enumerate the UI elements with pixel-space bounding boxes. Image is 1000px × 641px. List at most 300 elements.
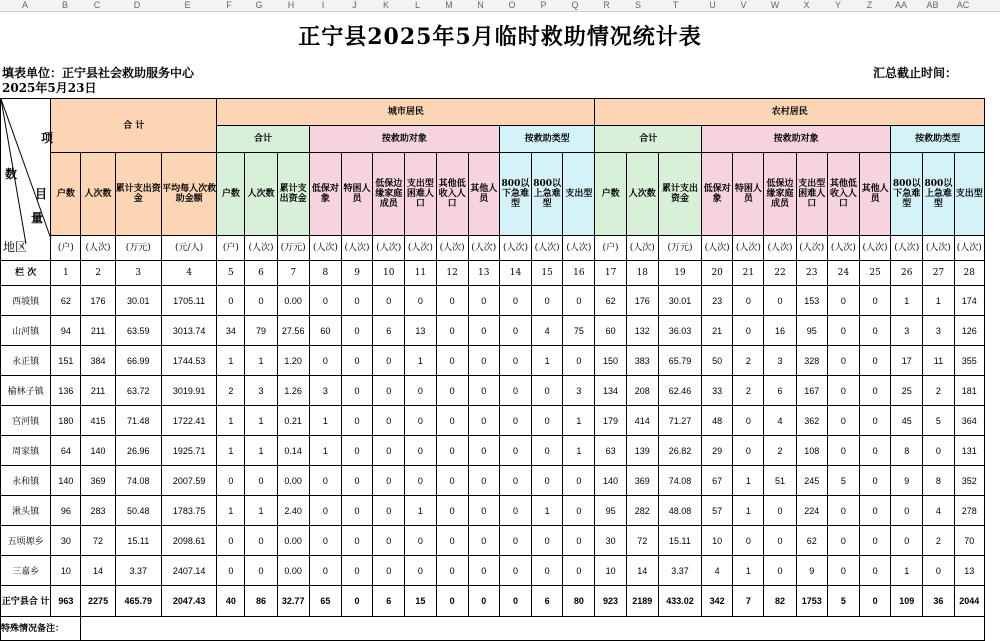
data-cell: 2 [923, 526, 954, 556]
total-cell: 465.79 [115, 586, 161, 617]
data-cell: 355 [954, 346, 984, 376]
report-date: 2025年5月23日 [2, 81, 97, 95]
data-cell: 0 [309, 556, 341, 586]
column-letter[interactable]: C [93, 0, 101, 10]
column-number: 24 [827, 261, 859, 286]
data-cell: 34 [217, 316, 245, 346]
data-cell: 0 [341, 526, 372, 556]
col-header: 低保对象 [702, 153, 733, 236]
page-title: 正宁县2025年5月临时救助情况统计表 [298, 24, 702, 50]
data-cell: 352 [954, 466, 984, 496]
unit-cell: (人次) [923, 236, 954, 261]
col-header: 人次数 [626, 153, 658, 236]
column-number: 22 [764, 261, 796, 286]
remark-label: 特殊情况备注： [1, 617, 81, 641]
total-cell: 2189 [626, 586, 658, 617]
data-cell: 0 [563, 526, 595, 556]
data-cell: 1 [245, 496, 277, 526]
town-name: 五顷塬乡 [1, 526, 51, 556]
column-letter[interactable]: D [133, 0, 141, 10]
column-letter[interactable]: G [255, 0, 263, 10]
urban-by-target-header: 按救助对象 [309, 126, 499, 153]
data-cell: 0 [764, 496, 796, 526]
unit-cell: (户) [51, 236, 81, 261]
town-name: 周家镇 [1, 436, 51, 466]
data-cell: 140 [51, 466, 81, 496]
column-letter[interactable]: Z [866, 0, 873, 10]
column-number: 12 [436, 261, 468, 286]
data-cell: 0 [341, 346, 372, 376]
total-cell: 109 [891, 586, 923, 617]
column-letter[interactable]: K [382, 0, 389, 10]
data-cell: 0 [341, 316, 372, 346]
data-cell: 79 [245, 316, 277, 346]
data-cell: 108 [796, 436, 827, 466]
total-cell: 342 [702, 586, 733, 617]
data-cell: 0 [405, 406, 436, 436]
data-cell: 0 [532, 526, 563, 556]
col-header: 800以上急难型 [923, 153, 954, 236]
data-cell: 48 [702, 406, 733, 436]
remark-row [1, 617, 985, 641]
data-cell: 0 [764, 286, 796, 316]
data-cell: 0 [405, 376, 436, 406]
town-name: 榆林子镇 [1, 376, 51, 406]
data-cell: 1 [532, 496, 563, 526]
data-cell: 15.11 [658, 526, 701, 556]
column-letter[interactable]: T [672, 0, 679, 10]
data-cell: 0 [827, 526, 859, 556]
column-letter[interactable]: M [445, 0, 453, 10]
total-cell: 0 [859, 586, 890, 617]
data-cell: 36.03 [658, 316, 701, 346]
column-letter[interactable]: F [226, 0, 232, 10]
data-cell: 16 [764, 316, 796, 346]
table-row [1, 406, 985, 436]
data-cell: 1 [405, 346, 436, 376]
column-number: 17 [595, 261, 626, 286]
data-cell: 3 [563, 376, 595, 406]
data-cell: 415 [81, 406, 115, 436]
data-cell: 0 [341, 466, 372, 496]
data-cell: 0 [341, 496, 372, 526]
column-number: 26 [891, 261, 923, 286]
data-cell: 1 [405, 496, 436, 526]
data-cell: 0 [532, 466, 563, 496]
data-cell: 0 [309, 346, 341, 376]
total-cell: 0 [468, 586, 499, 617]
data-cell: 0 [436, 466, 468, 496]
table-row [1, 436, 985, 466]
column-letter[interactable]: N [477, 0, 484, 10]
table-row [1, 496, 985, 526]
data-cell: 15.11 [115, 526, 161, 556]
data-cell: 0 [373, 376, 405, 406]
data-cell: 13 [954, 556, 984, 586]
rural-by-target-header: 按救助对象 [702, 126, 891, 153]
data-cell: 0.00 [277, 556, 309, 586]
data-cell: 0 [563, 286, 595, 316]
town-name: 西坡镇 [1, 286, 51, 316]
column-number: 10 [373, 261, 405, 286]
data-cell: 30.01 [115, 286, 161, 316]
col-header: 800以下急难型 [891, 153, 923, 236]
data-cell: 63.72 [115, 376, 161, 406]
data-cell: 62 [51, 286, 81, 316]
data-cell: 0 [309, 466, 341, 496]
col-header: 其他低收入人口 [436, 153, 468, 236]
column-letter[interactable]: AB [926, 0, 939, 10]
data-cell: 0 [373, 346, 405, 376]
data-cell: 0 [827, 346, 859, 376]
column-letter[interactable]: J [352, 0, 357, 10]
data-cell: 0 [499, 556, 531, 586]
data-cell: 17 [891, 346, 923, 376]
data-cell: 45 [891, 406, 923, 436]
total-col-header: 户数 [51, 153, 81, 236]
data-cell: 3019.91 [161, 376, 216, 406]
column-number: 11 [405, 261, 436, 286]
data-cell: 0 [827, 376, 859, 406]
data-cell: 0 [373, 526, 405, 556]
column-number: 8 [309, 261, 341, 286]
data-cell: 8 [891, 436, 923, 466]
data-cell: 0 [532, 436, 563, 466]
data-cell: 0 [309, 526, 341, 556]
data-cell: 0 [859, 436, 890, 466]
data-cell: 383 [626, 346, 658, 376]
data-cell: 72 [81, 526, 115, 556]
data-cell: 0 [827, 406, 859, 436]
data-cell: 1.26 [277, 376, 309, 406]
data-cell: 0 [245, 556, 277, 586]
data-cell: 0 [468, 346, 499, 376]
town-name: 山河镇 [1, 316, 51, 346]
rural-subtotal-header: 合计 [595, 126, 702, 153]
col-header: 其他人员 [468, 153, 499, 236]
column-letter[interactable]: B [61, 0, 68, 10]
column-letter[interactable]: AC [956, 0, 970, 10]
column-number: 27 [923, 261, 954, 286]
data-cell: 1 [217, 346, 245, 376]
data-cell: 0 [827, 436, 859, 466]
data-cell: 328 [796, 346, 827, 376]
data-cell: 0 [859, 286, 890, 316]
data-cell: 9 [796, 556, 827, 586]
data-cell: 0 [405, 436, 436, 466]
data-cell: 30 [595, 526, 626, 556]
column-number: 7 [277, 261, 309, 286]
total-cell: 32.77 [277, 586, 309, 617]
data-cell: 96 [51, 496, 81, 526]
data-cell: 0 [373, 286, 405, 316]
unit-cell: (人次) [532, 236, 563, 261]
column-letter[interactable]: I [321, 0, 325, 10]
data-cell: 67 [702, 466, 733, 496]
data-cell: 0.00 [277, 286, 309, 316]
data-cell: 63 [595, 436, 626, 466]
data-cell: 0 [827, 316, 859, 346]
town-name: 永和镇 [1, 466, 51, 496]
data-cell: 57 [702, 496, 733, 526]
data-cell: 0 [341, 436, 372, 466]
unit-label: 填表单位：正宁县社会救助服务中心 [2, 66, 195, 80]
col-header: 800以下急难型 [499, 153, 531, 236]
total-cell: 5 [827, 586, 859, 617]
data-cell: 10 [702, 526, 733, 556]
column-number: 23 [796, 261, 827, 286]
data-cell: 2098.61 [161, 526, 216, 556]
unit-cell: (人次) [373, 236, 405, 261]
data-cell: 0 [436, 436, 468, 466]
data-cell: 0 [764, 526, 796, 556]
column-letter[interactable]: V [740, 0, 747, 10]
data-cell: 153 [796, 286, 827, 316]
data-cell: 75 [563, 316, 595, 346]
data-cell: 282 [626, 496, 658, 526]
data-cell: 62 [796, 526, 827, 556]
total-cell: 923 [595, 586, 626, 617]
table-row [1, 346, 985, 376]
col-header: 其他人员 [859, 153, 890, 236]
total-cell: 433.02 [658, 586, 701, 617]
total-cell: 65 [309, 586, 341, 617]
column-letter[interactable]: A [21, 0, 28, 10]
total-col-header: 累计支出资金 [115, 153, 161, 236]
data-cell: 4 [764, 406, 796, 436]
unit-cell: (元/人) [161, 236, 216, 261]
data-cell: 0 [859, 346, 890, 376]
data-cell: 29 [702, 436, 733, 466]
data-cell: 0 [373, 466, 405, 496]
unit-cell: (人次) [626, 236, 658, 261]
data-cell: 0 [405, 466, 436, 496]
urban-header: 城市居民 [217, 99, 595, 126]
data-cell: 0 [499, 406, 531, 436]
data-cell: 167 [796, 376, 827, 406]
data-cell: 0 [499, 496, 531, 526]
data-cell: 180 [51, 406, 81, 436]
data-cell: 208 [626, 376, 658, 406]
col-header: 800以上急难型 [532, 153, 563, 236]
data-cell: 0 [436, 286, 468, 316]
data-cell: 0 [733, 526, 764, 556]
data-cell: 95 [595, 496, 626, 526]
column-letter[interactable]: Y [834, 0, 841, 10]
column-letter[interactable]: W [770, 0, 780, 10]
unit-cell: (人次) [341, 236, 372, 261]
data-cell: 0 [436, 526, 468, 556]
data-cell: 1 [733, 556, 764, 586]
data-cell: 369 [626, 466, 658, 496]
data-cell: 362 [796, 406, 827, 436]
data-cell: 0 [733, 406, 764, 436]
total-cell: 80 [563, 586, 595, 617]
data-cell: 0 [468, 466, 499, 496]
data-cell: 25 [891, 376, 923, 406]
total-cell: 1753 [796, 586, 827, 617]
data-cell: 1 [245, 436, 277, 466]
urban-by-type-header: 按救助类型 [499, 126, 595, 153]
data-cell: 176 [626, 286, 658, 316]
column-letter[interactable]: U [709, 0, 716, 10]
data-cell: 50 [702, 346, 733, 376]
col-header: 低保对象 [309, 153, 341, 236]
data-cell: 0 [733, 316, 764, 346]
data-cell: 211 [81, 316, 115, 346]
total-col-header: 人次数 [81, 153, 115, 236]
data-cell: 0 [468, 526, 499, 556]
column-letter[interactable]: H [287, 0, 295, 10]
data-cell: 0 [859, 526, 890, 556]
data-cell: 4 [702, 556, 733, 586]
data-cell: 0 [245, 286, 277, 316]
table-row [1, 316, 985, 346]
data-cell: 1 [532, 346, 563, 376]
total-row [1, 586, 985, 617]
data-cell: 0 [532, 556, 563, 586]
data-cell: 1 [309, 436, 341, 466]
data-cell: 0 [563, 346, 595, 376]
column-number: 2 [81, 261, 115, 286]
data-cell: 2007.59 [161, 466, 216, 496]
data-cell: 0 [891, 526, 923, 556]
data-cell: 14 [626, 556, 658, 586]
data-cell: 0 [436, 406, 468, 436]
data-cell: 30 [51, 526, 81, 556]
data-cell: 0 [468, 376, 499, 406]
col-header: 人次数 [245, 153, 277, 236]
data-cell: 33 [702, 376, 733, 406]
data-cell: 0 [499, 286, 531, 316]
town-name: 宫河镇 [1, 406, 51, 436]
data-cell: 4 [923, 496, 954, 526]
column-letter[interactable]: P [540, 0, 547, 10]
col-header: 累计支出资金 [277, 153, 309, 236]
data-cell: 4 [532, 316, 563, 346]
data-cell: 0 [436, 496, 468, 526]
data-cell: 0 [563, 496, 595, 526]
data-cell: 71.48 [115, 406, 161, 436]
data-cell: 0.00 [277, 526, 309, 556]
data-cell: 0 [764, 556, 796, 586]
col-header: 支出型困难人口 [405, 153, 436, 236]
data-cell: 3 [309, 376, 341, 406]
column-letter[interactable]: E [184, 0, 191, 10]
data-cell: 224 [796, 496, 827, 526]
unit-cell: (人次) [733, 236, 764, 261]
data-cell: 132 [626, 316, 658, 346]
data-cell: 0 [733, 436, 764, 466]
unit-cell: (万元) [277, 236, 309, 261]
unit-cell: (户) [595, 236, 626, 261]
data-cell: 1 [563, 406, 595, 436]
data-cell: 0 [532, 286, 563, 316]
column-number: 28 [954, 261, 984, 286]
rural-header: 农村居民 [595, 99, 985, 126]
unit-cell: (户) [217, 236, 245, 261]
unit-cell: (人次) [702, 236, 733, 261]
data-cell: 0 [468, 436, 499, 466]
column-number: 20 [702, 261, 733, 286]
data-cell: 0 [436, 346, 468, 376]
column-letter[interactable]: AA [894, 0, 907, 10]
data-cell: 0 [245, 466, 277, 496]
unit-cell: (人次) [827, 236, 859, 261]
data-cell: 3.37 [115, 556, 161, 586]
data-cell: 0 [245, 526, 277, 556]
data-cell: 1 [245, 406, 277, 436]
data-cell: 0 [436, 376, 468, 406]
column-number: 3 [115, 261, 161, 286]
data-cell: 0 [859, 406, 890, 436]
data-cell: 3013.74 [161, 316, 216, 346]
header-corner [1, 99, 54, 261]
column-letter[interactable]: S [634, 0, 641, 10]
data-cell: 0 [373, 406, 405, 436]
statistics-table [0, 98, 985, 641]
data-cell: 1.20 [277, 346, 309, 376]
unit-cell: (人次) [764, 236, 796, 261]
data-cell: 0 [499, 316, 531, 346]
data-cell: 0 [563, 556, 595, 586]
data-cell: 1722.41 [161, 406, 216, 436]
data-cell: 0 [405, 526, 436, 556]
town-name: 三嘉乡 [1, 556, 51, 586]
rural-by-type-header: 按救助类型 [891, 126, 985, 153]
corner-liang: 量 [31, 211, 44, 225]
total-header: 合 计 [51, 99, 217, 153]
data-cell: 0 [923, 556, 954, 586]
column-header-bar [0, 0, 1000, 12]
data-cell: 74.08 [115, 466, 161, 496]
column-letter[interactable]: L [414, 0, 420, 10]
data-cell: 0 [341, 376, 372, 406]
data-cell: 95 [796, 316, 827, 346]
data-cell: 1 [217, 436, 245, 466]
data-cell: 0 [341, 406, 372, 436]
data-cell: 2 [733, 376, 764, 406]
data-cell: 0 [859, 316, 890, 346]
data-cell: 0 [563, 466, 595, 496]
column-letter[interactable]: O [508, 0, 516, 10]
data-cell: 0 [405, 556, 436, 586]
corner-diqu: 地区 [3, 240, 28, 254]
unit-cell: (人次) [309, 236, 341, 261]
data-cell: 181 [954, 376, 984, 406]
data-cell: 30.01 [658, 286, 701, 316]
unit-cell: (人次) [436, 236, 468, 261]
data-cell: 72 [626, 526, 658, 556]
total-cell: 82 [764, 586, 796, 617]
col-header: 特困人员 [733, 153, 764, 236]
remark-value [81, 617, 985, 641]
total-cell: 0 [436, 586, 468, 617]
unit-cell: (万元) [658, 236, 701, 261]
column-letter[interactable]: R [603, 0, 610, 10]
data-cell: 384 [81, 346, 115, 376]
unit-cell: (人次) [796, 236, 827, 261]
column-number: 1 [51, 261, 81, 286]
data-cell: 26.96 [115, 436, 161, 466]
data-cell: 0 [468, 556, 499, 586]
column-letter[interactable]: X [803, 0, 810, 10]
data-cell: 0 [373, 496, 405, 526]
column-letter[interactable]: Q [571, 0, 579, 10]
column-number: 6 [245, 261, 277, 286]
data-cell: 0 [827, 286, 859, 316]
unit-cell: (人次) [81, 236, 115, 261]
